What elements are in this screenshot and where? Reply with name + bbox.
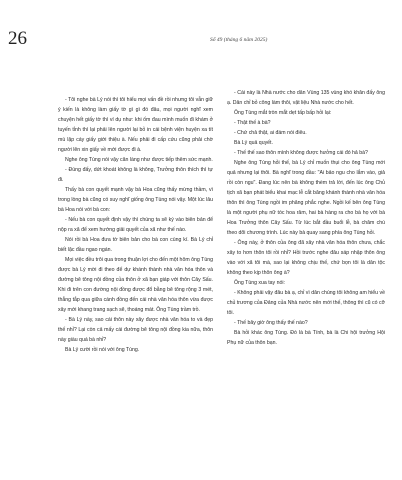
paragraph: - Cái này là Nhà nước cho dân Vùng 135 vùng khó khăn đấy ông ạ. Dân chỉ bỏ công làm thôi, vật liệu Nhà nước cho hết. [227, 90, 385, 106]
page-number: 26 [8, 28, 27, 49]
paragraph: Nói rồi bà Hoa đưa tờ biên bản cho bà con cùng kí. Bà Lý chỉ biết lặc đầu ngao ngán. [58, 237, 213, 253]
left-column [58, 95, 213, 355]
issue-label: Số 49 (tháng 6 năm 2025) [210, 37, 268, 43]
paragraph: Nghe ông Tùng nói vậy căn làng như được tiếp thêm sức mạnh. [65, 157, 213, 163]
paragraph: - Tôi nghe bà Lý nói thì tôi hiểu mọi vấn đề rồi nhưng tôi vẫn giữ ý kiến là không làm giấy tờ gì gì đó đâu, mọi người nghĩ xem chuyện hết giấy tờ thì ví dụ như: khi ốm đau mình muốn đi khám ở tuyến tỉnh thì lại phải lên người lại bỏ in cái bệnh viện huyện xa tít mù lập cáy giấy giới thiệu à. Nếu phải đi cấp cứu cũng phải chờ người lên xin giấy về mới được đi à. [58, 97, 213, 153]
paragraph: Bà Lý cười rồi nói với ông Tùng. [65, 347, 140, 353]
paragraph: Mọi việc đều trôi qua trong thuận lợi cho đến một hôm ông Tùng được bà Lý mời đi theo để dự khánh thành nhà văn hóa thôn và đường bê tông nội đồng của thôn ở xã bạn giáp với thôn Cây Sấu. Khi đi trên con đường nội đồng được đổ bằng bê tông rộng 3 mét, thẳng tắp qua giữa cánh đồng đến cái nhà văn hóa thôn vừa được xây mới khang trang sạch sẽ, thoáng mát. Ông Tùng trầm trồ. [58, 257, 213, 313]
paragraph: - Ông này, ở thôn của ông đã xây nhà văn hóa thôn chưa, chắc xây to hơn thôn tôi rồi nhỉ? Hồi trước nghe đâu sáp nhập thôn ông vào với xã tôi mà, sao lại không chịu thế, chứ bọn tôi là dân tộc không theo kịp thôn ông à? [227, 240, 385, 276]
paragraph: Nghe ông Tùng hỏi thế, bà Lý chỉ muốn thụi cho ông Tùng mới quả nhưng lại thôi. Bà nghĩ trong đầu: "Ai bảo ngu cho lắm vào, giả rồi còn ngu". Đang lúc nên bà không thèm trả lời, đến lúc ông Chủ tịch xã bạn phát biểu khai mạc lễ cắt băng khánh thành nhà văn hóa thôn thì ông Tùng ngồi im phăng phắc nghe. Ngồi kế bên ông Tùng là một người phụ nữ tóc hoa râm, hai bà hàng ra cho bà họ với bà Hoa Trưởng thôn Cây Sấu. Từ lúc bắt đầu buổi lễ, bà chăm chú theo dõi chương trình. Lúc này bà quay sang phía ông Tùng hỏi. [227, 160, 385, 236]
paragraph: - Chứ chả thật, ai đám nói điêu. [234, 130, 307, 136]
paragraph: Thấy bà con quyết mạnh vậy bà Hoa cũng thấy mừng thầm, vì trong lòng bà cũng có suy nghĩ giống ông Tùng nói vậy. Một lúc lâu bà Hoa nói với bà con: [58, 187, 213, 213]
paragraph: Bà Lý quả quyết. [234, 140, 273, 146]
paragraph: Ông Tùng xua tay nói: [234, 280, 285, 286]
paragraph: - Không phải vậy đâu bà ạ, chỉ vì dân chúng tôi không am hiểu về chủ trương của Đảng của Nhà nước nên mới thế, thông thì cũ có cỡ tôi. [227, 290, 385, 316]
paragraph: - Bà Lý này, sao cái thôn này xây được nhà văn hóa to và đẹp thế nhỉ? Lại còn cả mấy cái đường bê tông nội đồng kia nữa, thôn này giàu quá bà nhỉ? [58, 317, 213, 343]
right-column [227, 88, 385, 348]
paragraph: Ông Tùng mắt tròn mắt dẹt tấp bấp hỏi lại: [234, 110, 332, 116]
paragraph: - Đúng đấy, dứt khoát không là không, Trưởng thôn thích thì tự đi. [58, 167, 213, 183]
paragraph: - Thế thế sao thôn mình không được hưởng cái đó hả bà? [234, 150, 368, 156]
paragraph: - Thật thế à bà? [234, 120, 271, 126]
paragraph: - Nếu bà con quyết định vậy thì chúng ta sẽ ký vào biên bản để nộp ra xã để xem hướng giải quyết của xã như thế nào. [58, 217, 213, 233]
paragraph: - Thế bây giờ ông thấy thế nào? [234, 320, 308, 326]
paragraph: Bà hỏi khác ông Tùng. Đó là bà Tính, bà là Chi hội trưởng Hội Phụ nữ của thôn bạn. [227, 330, 385, 346]
